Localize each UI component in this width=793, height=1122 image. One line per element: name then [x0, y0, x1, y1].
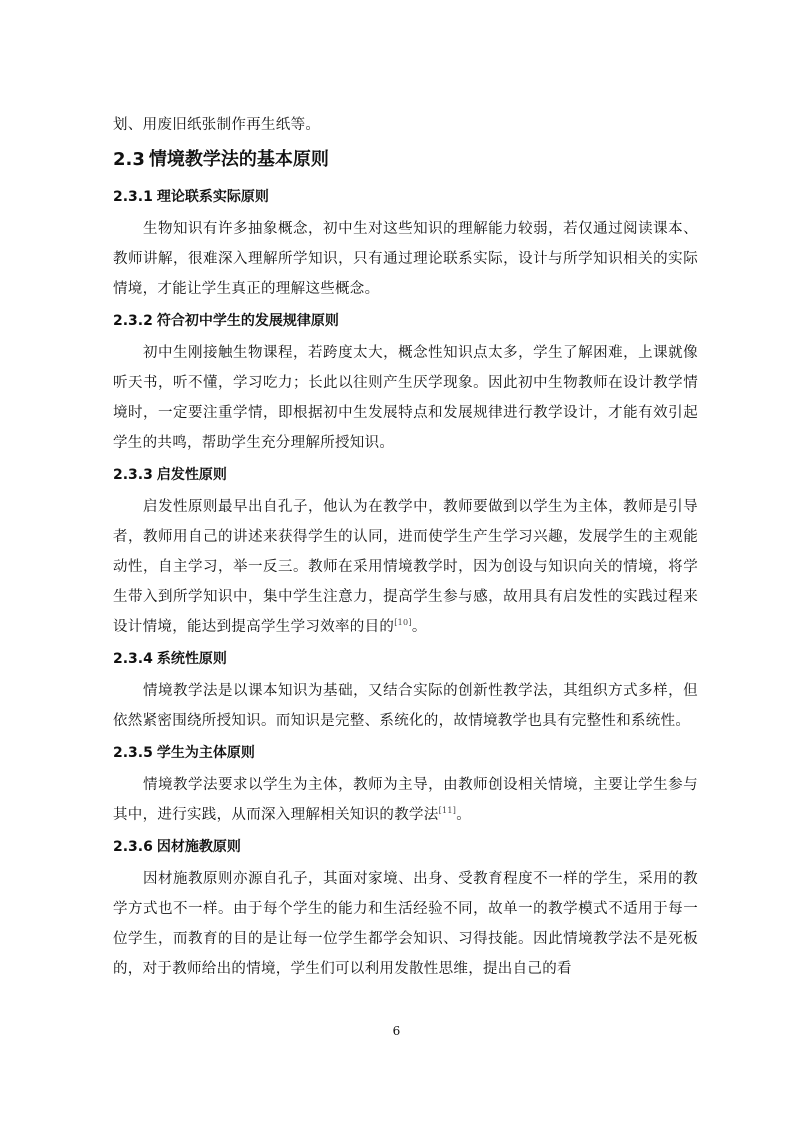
carry-over-text: 划、用废旧纸张制作再生纸等。 [113, 117, 321, 133]
subsection-heading: 2.3.5 学生为主体原则 [113, 745, 255, 761]
paragraph: 生物知识有许多抽象概念，初中生对这些知识的理解能力较弱，若仅通过阅读课本、教师讲解，很难深入理解所学知识，只有通过理论联系实际，设计与所学知识相关的实际情境，才能让学生真正的理解这些概念。 [113, 221, 698, 297]
subsection-heading: 2.3.1 理论联系实际原则 [113, 189, 269, 205]
paragraph: 因材施教原则亦源自孔子，其面对家境、出身、受教育程度不一样的学生，采用的教学方式也不一样。由于每个学生的能力和生活经验不同，故单一的教学模式不适用于每一位学生，而教育的目的是让每一位学生都学会知识、习得技能。因此情境教学法不是死板的，对于教师给出的情境，学生们可以利用发散性思维，提出自己的看 [113, 871, 698, 977]
paragraph: 启发性原则最早出自孔子，他认为在教学中，教师要做到以学生为主体，教师是引导者，教师用自己的讲述来获得学生的认同，进而使学生产生学习兴趣，发展学生的主观能动性，自主学习，举一反三。教师在采用情境教学时，因为创设与知识向关的情境，将学生带入到所学知识中，集中学生注意力，提高学生参与感，故用具有启发性的实践过程来设计情境，能达到提高学生学习效率的目的[10]。 [113, 499, 698, 635]
citation: [10] [394, 618, 412, 627]
page-body [113, 110, 698, 984]
subsection-heading: 2.3.3 启发性原则 [113, 467, 227, 483]
paragraph: 情境教学法要求以学生为主体，教师为主导，由教师创设相关情境，主要让学生参与其中，进行实践，从而深入理解相关知识的教学法[11]。 [113, 777, 698, 823]
citation: [11] [438, 806, 457, 815]
subsection-heading: 2.3.6 因材施教原则 [113, 839, 241, 855]
section-number: 2.3 [113, 149, 145, 170]
paragraph: 情境教学法是以课本知识为基础，又结合实际的创新性教学法，其组织方式多样，但依然紧密围绕所授知识。而知识是完整、系统化的，故情境教学也具有完整性和系统性。 [113, 683, 698, 729]
subsection-heading: 2.3.2 符合初中学生的发展规律原则 [113, 313, 339, 329]
page-number: 6 [392, 1024, 401, 1038]
paragraph: 初中生刚接触生物课程，若跨度太大，概念性知识点太多，学生了解困难，上课就像听天书，听不懂，学习吃力；长此以往则产生厌学现象。因此初中生物教师在设计教学情境时，一定要注重学情，即根据初中生发展特点和发展规律进行教学设计，才能有效引起学生的共鸣，帮助学生充分理解所授知识。 [113, 345, 698, 451]
section-heading [113, 140, 698, 180]
subsection-heading: 2.3.4 系统性原则 [113, 651, 227, 667]
section-title: 情境教学法的基本原则 [148, 149, 329, 170]
